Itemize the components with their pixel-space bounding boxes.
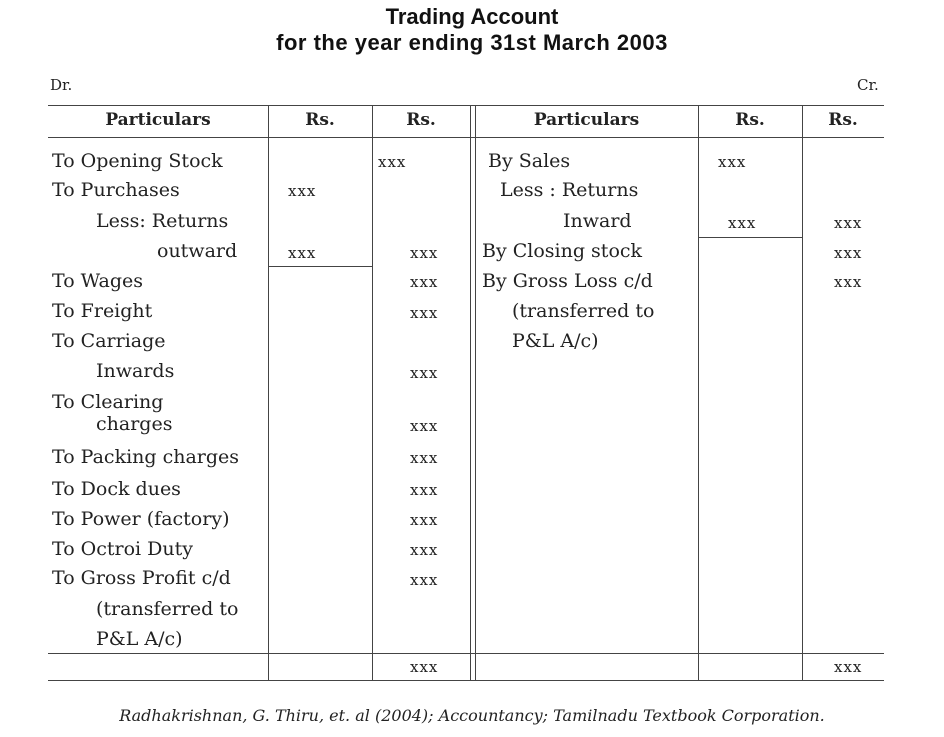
debit-row-label: outward	[157, 240, 238, 262]
debit-row-label: To Clearing	[52, 391, 164, 413]
table-top-rule	[48, 105, 884, 106]
debit-row-rs1: xxx	[288, 182, 317, 200]
credit-row-label: By Closing stock	[482, 240, 643, 262]
debit-row-rs2: xxx	[410, 481, 439, 499]
credit-row-rs1: xxx	[718, 153, 747, 171]
col-divider	[802, 105, 803, 680]
credit-row-rs2: xxx	[834, 273, 863, 291]
header-right-rs1: Rs.	[735, 110, 765, 130]
credit-label: Cr.	[857, 76, 879, 94]
debit-row-rs2: xxx	[410, 417, 439, 435]
debit-row-label: charges	[96, 413, 173, 435]
debit-row-label: To Dock dues	[52, 478, 181, 500]
page-subtitle: for the year ending 31st March 2003	[276, 30, 668, 55]
debit-row-label: To Opening Stock	[52, 150, 223, 172]
debit-label: Dr.	[50, 76, 73, 94]
col-divider	[698, 105, 699, 680]
header-left-rs1: Rs.	[305, 110, 335, 130]
debit-row-rs1: xxx	[288, 244, 317, 262]
header-bottom-rule	[48, 137, 884, 138]
header-right-rs2: Rs.	[828, 110, 858, 130]
credit-row-label: Less : Returns	[500, 179, 639, 201]
debit-row-rs2: xxx	[410, 364, 439, 382]
debit-row-rs2: xxx	[410, 449, 439, 467]
source-caption: Radhakrishnan, G. Thiru, et. al (2004); Accountancy; Tamilnadu Textbook Corporation.	[119, 706, 825, 725]
credit-total: xxx	[834, 658, 863, 676]
col-divider	[475, 105, 476, 680]
col-divider	[372, 105, 373, 680]
debit-row-label: To Wages	[52, 270, 144, 292]
debit-row-rs2: xxx	[378, 153, 407, 171]
debit-row-label: To Carriage	[52, 330, 166, 352]
credit-row-rs2: xxx	[834, 214, 863, 232]
debit-row-label: To Gross Profit c/d	[52, 567, 231, 589]
debit-row-rs2: xxx	[410, 511, 439, 529]
credit-row-label: By Gross Loss c/d	[482, 270, 653, 292]
page-title: Trading Account	[385, 4, 559, 29]
credit-row-rs1: xxx	[728, 214, 757, 232]
debit-row-rs2: xxx	[410, 304, 439, 322]
debit-row-rs2: xxx	[410, 541, 439, 559]
debit-row-rs2: xxx	[410, 244, 439, 262]
credit-row-label: P&L A/c)	[512, 330, 599, 352]
credit-subtotal-rule	[698, 237, 802, 238]
debit-row-label: (transferred to	[96, 598, 239, 620]
debit-row-rs2: xxx	[410, 571, 439, 589]
total-top-rule	[48, 653, 884, 654]
header-left-particulars: Particulars	[105, 110, 211, 130]
debit-total: xxx	[410, 658, 439, 676]
debit-row-label: To Freight	[52, 300, 153, 322]
debit-row-label: To Packing charges	[52, 446, 240, 468]
debit-row-label: To Power (factory)	[52, 508, 230, 530]
debit-row-label: P&L A/c)	[96, 628, 183, 650]
credit-row-label: (transferred to	[512, 300, 655, 322]
debit-subtotal-rule	[268, 266, 372, 267]
table-bottom-rule	[48, 680, 884, 681]
header-right-particulars: Particulars	[533, 110, 640, 130]
debit-row-label: To Octroi Duty	[52, 538, 194, 560]
debit-row-label: Inwards	[96, 360, 175, 382]
debit-row-label: To Purchases	[52, 179, 180, 201]
col-divider	[470, 105, 471, 680]
credit-row-rs2: xxx	[834, 244, 863, 262]
header-left-rs2: Rs.	[406, 110, 436, 130]
credit-row-label: By Sales	[488, 150, 571, 172]
credit-row-label: Inward	[563, 210, 632, 232]
debit-row-rs2: xxx	[410, 273, 439, 291]
debit-row-label: Less: Returns	[96, 210, 229, 232]
col-divider	[268, 105, 269, 680]
